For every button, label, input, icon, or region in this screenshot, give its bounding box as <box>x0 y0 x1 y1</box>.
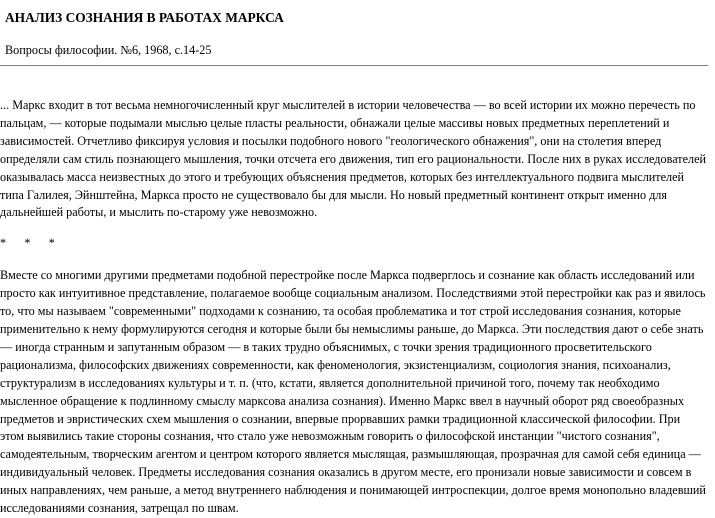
article-title: АНАЛИЗ СОЗНАНИЯ В РАБОТАХ МАРКСА <box>5 10 284 25</box>
article-source: Вопросы философии. №6, 1968, с.14-25 <box>5 43 212 57</box>
horizontal-rule <box>0 65 708 66</box>
article <box>5 0 712 57</box>
article-body <box>0 97 707 518</box>
paragraph-2: Вместе со многими другими предметами подобной перестройке после Маркса подверглось и сознание как область исследований или просто как интуитивное представление, полагаемое вообще социальным анализом. Последствиями этой перестройки как раз и явилось то, что мы называем "современными" подходами к сознанию, та особая проблематика и тот строй исследования сознания, которые применительно к нему формулируются сегодня и которые были бы немыслимы раньше, до Маркса. Эти последствия дают о себе знать — иногда странным и запутанным образом — в таких трудно объяснимых, с точки зрения традиционного просветительского рационализма, философских движениях современности, как феноменология, экзистенциализм, социология знания, психоанализ, структурализм в исследованиях культуры и т. п. (что, кстати, является дополнительной причиной того, почему так необходимо мысленное обращение к подлинному смыслу марксова анализа сознания). Именно Маркс ввел в научный оборот ряд своеобразных предметов и эвристических схем мышления о сознании, впервые прорвавших рамки традиционной классической философии. При этом выявились такие стороны сознания, что стало уже невозможным говорить о философской инстанции "чистого сознания", самодеятельным, творческим агентом и центром которого является мыслящая, размышляющая, прозрачная для самой себя единица — индивидуальный человек. Предметы исследования сознания оказались в другом месте, его пронизали новые зависимости и совсем в иных направлениях, чем раньше, а метод внутреннего наблюдения и понимающей интроспекции, долгое время монопольно владевший исследованиями сознания, затрещал по швам. <box>0 268 706 516</box>
section-separator: * * * <box>0 236 55 251</box>
paragraph-1: ... Маркс входит в тот весьма немногочисленный круг мыслителей в истории человечества — во всей истории их можно перечесть по пальцам, — которые подымали мыслью целые пласты реальности, обнажали целые массивы новых предметных переплетений и зависимостей. Отчетливо фиксируя условия и посылки подобного нового "геологического обнажения", они на столетия вперед определяли сам стиль познающего мышления, точки отсчета его движения, тип его рациональности. После них в руках исследователей оказывалась масса неизвестных до этого и требующих объяснения предметов, которых без интеллектуального подвига мыслителей типа Галилея, Эйнштейна, Маркса просто не существовало бы для мысли. Но новый предметный континент открыт именно для дальнейшей работы, и мыслить по-старому уже невозможно. <box>0 98 707 220</box>
